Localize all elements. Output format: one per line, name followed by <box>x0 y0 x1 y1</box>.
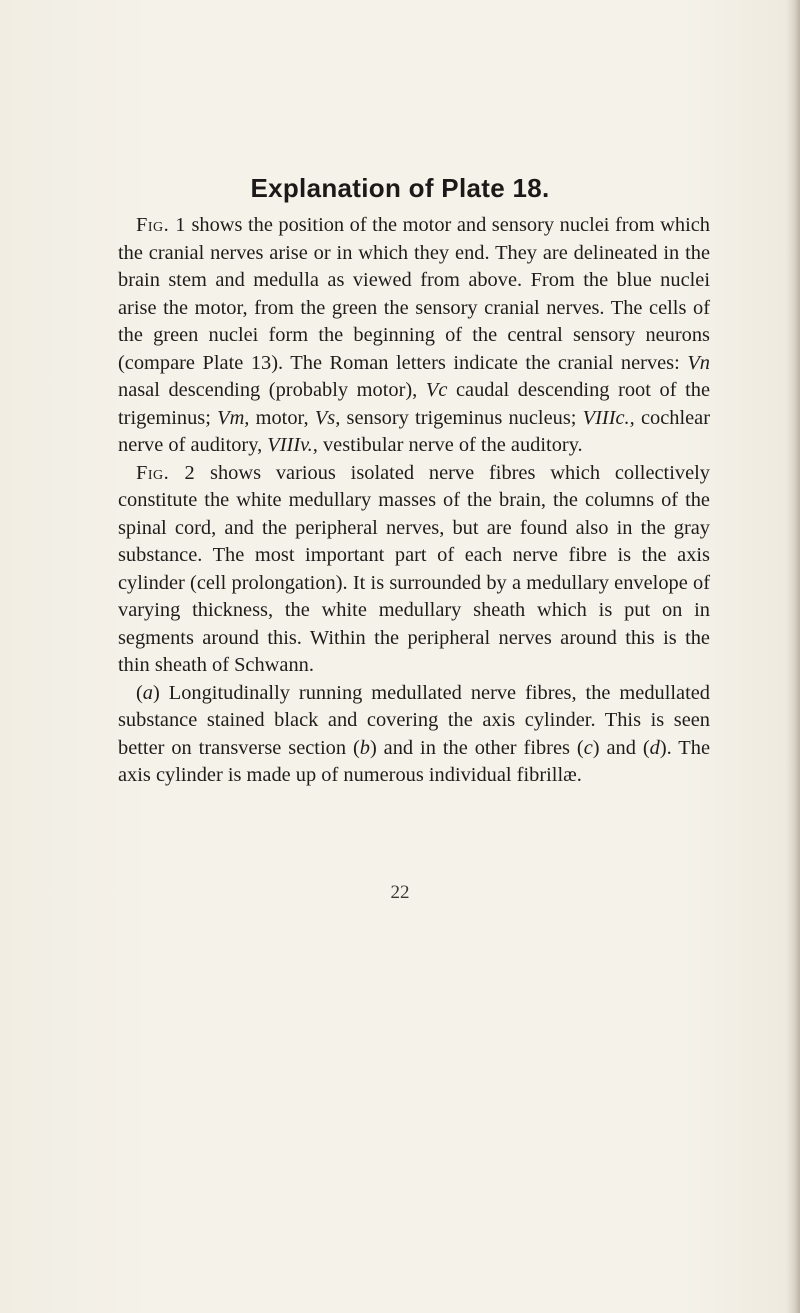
fig-1-text-7: vestibular nerve of the auditory. <box>317 434 583 456</box>
fig-2-label: Fig. 2 <box>136 461 196 484</box>
paren-open-a: ( <box>136 681 143 704</box>
paragraph-fig-1 <box>118 212 710 460</box>
fig-1-label: Fig. 1 <box>136 214 186 236</box>
fig-1-text-2: nasal descending (probably motor), <box>118 379 426 401</box>
para-a-text-2: ) and in the other fibres ( <box>369 736 584 759</box>
nerve-viiic: VIIIc., <box>582 406 635 429</box>
fig-2-text-1: shows various isolated nerve fibres which collectively constitute the white medullary masses of the brain, the columns of the spinal cord, and the peripheral nerves, but are found also in the gray substance. The most important part of each nerve fibre is the axis cylinder (cell prolongation). It is surrounded by a medullary envelope of varying thickness, the white medullary sheath which is put on in segments around this. Within the peripheral nerves around this is the thin sheath of Schwann. <box>118 461 710 676</box>
fig-1-text-1: shows the position of the motor and sensory nuclei from which the cranial nerves arise or in which they end. They are delineated in the brain stem and medulla as viewed from above. From the blue nuclei arise the motor, from the green the sensory cranial nerves. The cells of the green nuclei form the beginning of the central sensory neurons (compare Plate 13). The Roman letters indicate the cranial nerves: <box>118 214 710 374</box>
para-a-text-3: ) and ( <box>592 736 650 759</box>
nerve-vm: Vm, <box>217 406 250 429</box>
letter-c: c <box>583 736 593 759</box>
letter-a: a <box>142 681 153 704</box>
body-text <box>118 212 710 790</box>
paragraph-fig-2 <box>118 460 710 680</box>
letter-d: d <box>649 736 660 759</box>
nerve-vc: Vc <box>425 379 448 401</box>
letter-b: b <box>359 736 370 759</box>
page-number: 22 <box>390 882 410 903</box>
paren-close-a: ) <box>153 681 160 704</box>
nerve-vn: Vn <box>687 351 710 374</box>
nerve-vs: Vs, <box>314 406 341 429</box>
nerve-viiiv: VIIIv., <box>267 434 318 456</box>
para-a-text-1: Longitudinally running medullated nerve fibres, the medullated substance stained black and covering the axis cylinder. This is seen better on transverse section ( <box>118 681 710 759</box>
fig-1-text-5: sensory trigeminus nucleus; <box>340 406 583 429</box>
paragraph-a <box>118 680 710 790</box>
fig-1-text-6: cochlear nerve of auditory, <box>118 406 710 456</box>
fig-1-text-4: motor, <box>249 406 315 429</box>
para-a-text-4: ). The axis cylinder is made up of numerous individual fibrillæ. <box>118 736 710 786</box>
fig-1-text-3: caudal descending root of the trigeminus; <box>118 379 710 429</box>
plate-title: Explanation of Plate 18. <box>250 173 550 203</box>
